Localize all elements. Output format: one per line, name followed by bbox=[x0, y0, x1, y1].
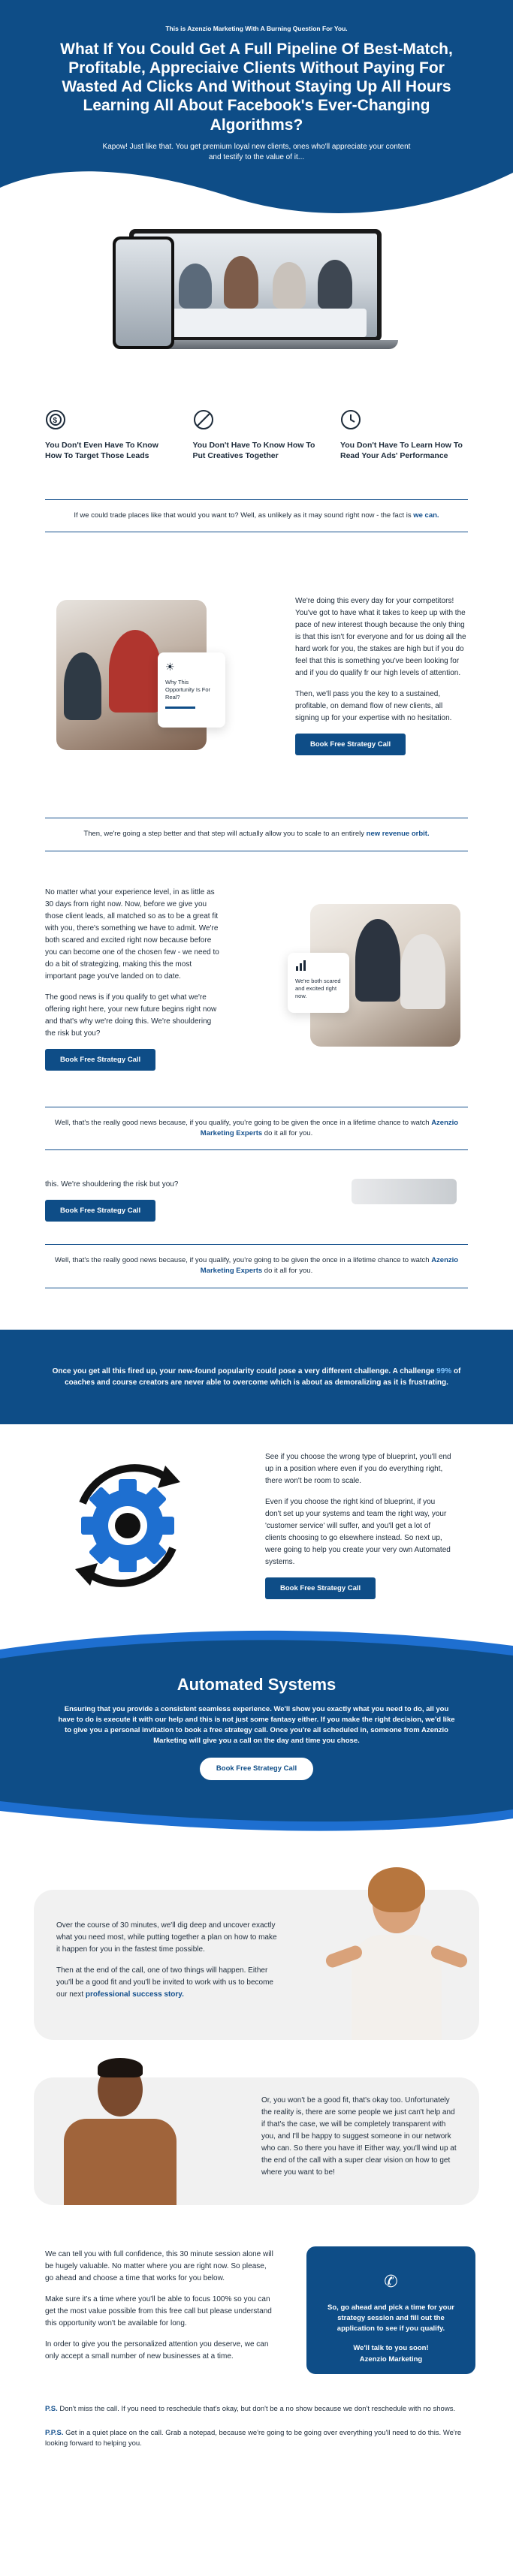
band-text: of coaches and course creators are never able to overcome which is about as demoralizing as it is frustrating. bbox=[65, 1366, 461, 1387]
section-title: Automated Systems bbox=[177, 1674, 336, 1694]
image-collage bbox=[288, 889, 468, 1069]
no-sign-icon bbox=[193, 409, 214, 430]
experience-text bbox=[45, 887, 222, 1071]
paragraph: We can tell you with full confidence, this 30 minute session alone will be hugely valuable. No matter where you are right now. So please, go ahead and choose a time that works for you below. bbox=[45, 2249, 273, 2282]
gear-cycle-icon bbox=[53, 1451, 203, 1601]
paragraph: Make sure it's a time where you'll be able to focus 100% so you can get the most value possible from this free call but please understand this opportunity won't be available for long. bbox=[45, 2294, 272, 2327]
band-text: do it all for you. bbox=[262, 1128, 313, 1137]
feature-item bbox=[45, 409, 177, 499]
paragraph: Over the course of 30 minutes, we'll dig deep and uncover exactly what you need most, while putting together a plan on how to make it happen for you in the fastest time possible. bbox=[56, 1921, 277, 1954]
hero-headline: What If You Could Get A Full Pipeline Of Best-Match, Profitable, Appreciaive Clients Without Paying For Wasted Ad Clicks And Without Staying Up All Hours Learning All About Facebook's Ever-Changing Algorithms? bbox=[60, 40, 453, 134]
statement-band bbox=[45, 499, 468, 532]
paragraph: The good news is if you qualify to get what we're offering right here, your new future begins right now and that's why we're doing this. We're shouldering the risk but you? bbox=[45, 993, 217, 1038]
feature-item bbox=[193, 409, 324, 499]
highlight-text: professional success story. bbox=[85, 1990, 184, 1999]
statement-band bbox=[45, 1107, 468, 1151]
repeat-text bbox=[45, 1179, 222, 1222]
info-card-text: Why This Opportunity Is For Real? bbox=[165, 679, 211, 701]
book-call-button[interactable]: Book Free Strategy Call bbox=[200, 1758, 313, 1780]
pps-line bbox=[45, 2428, 468, 2450]
woman-photo bbox=[336, 1867, 457, 2040]
paragraph: Then at the end of the call, one of two things will happen. Either you'll be a good fit and you'll be invited to work with us to become our next bbox=[56, 1966, 273, 1999]
cta-company: Azenzio Marketing bbox=[359, 2355, 423, 2364]
ps-text: Don't miss the call. If you need to reschedule that's okay, but don't be a no show because we don't reschedule with no shows. bbox=[57, 2404, 456, 2413]
features-row bbox=[0, 394, 513, 499]
blueprint-text bbox=[265, 1451, 453, 1599]
intro-section bbox=[0, 532, 513, 818]
call-alternative-card bbox=[34, 2077, 479, 2205]
band-highlight: 99% bbox=[436, 1366, 452, 1375]
hero-subheadline: Kapow! Just like that. You get premium loyal new clients, ones who'll appreciate your content and testify to the value of it... bbox=[102, 142, 411, 161]
band-text: Then, we're going a step better and that step will actually allow you to scale to an entirely bbox=[83, 830, 367, 839]
feature-item bbox=[340, 409, 472, 499]
intro-text bbox=[295, 595, 468, 755]
hero-section bbox=[0, 0, 513, 394]
hero-eyebrow: This is Azenzio Marketing With A Burning Question For You. bbox=[165, 25, 348, 32]
band-highlight: we can. bbox=[413, 511, 439, 520]
sun-icon: ☀ bbox=[165, 661, 175, 673]
automated-systems-section bbox=[0, 1627, 513, 1837]
band-text: do it all for you. bbox=[262, 1267, 313, 1276]
ps-line bbox=[45, 2404, 468, 2415]
paragraph: Or, you won't be a good fit, that's okay too. Unfortunately the reality is, there are some people we just can't help and if that's the case, we will be completely transparent with you, and I'll be happy to suggest someone in our network who can. So there you have it! Either way, you'll wind up at the end of the call with a super clear vision on how to get where you want to be! bbox=[261, 2095, 457, 2177]
info-card-text: We're both scared and excited right now. bbox=[295, 977, 341, 999]
postscript-section bbox=[0, 2404, 513, 2450]
challenge-band bbox=[0, 1330, 513, 1424]
band-highlight: Azenzio Marketing Experts bbox=[200, 1118, 459, 1137]
target-dollar-icon bbox=[45, 409, 66, 430]
phone-mockup bbox=[113, 237, 174, 349]
experience-section bbox=[0, 851, 513, 1107]
band-text: Well, that's the really good news because, if you qualify, you're going to be given the once in a lifetime chance to watch bbox=[54, 1118, 432, 1127]
paragraph: In order to give you the personalized attention you deserve, we can only accept a small number of new businesses at a time. bbox=[45, 2339, 269, 2361]
feature-label: You Don't Have To Know How To Put Creatives Together bbox=[192, 441, 315, 461]
bar-chart-icon bbox=[295, 960, 307, 971]
image-collage bbox=[45, 585, 233, 765]
band-text: Once you get all this fired up, your new-found popularity could pose a very different challenge. A challenge bbox=[52, 1366, 437, 1375]
book-call-button[interactable]: Book Free Strategy Call bbox=[45, 1200, 155, 1222]
paragraph: this. We're shouldering the risk but you? bbox=[45, 1180, 179, 1189]
section-body: Ensuring that you provide a consistent seamless experience. We'll show you exactly what you need to do, all you have to do is execute it with our help and this is not just some fantasy either. If you make the right decision, we'd like to give you a personal invitation to book a free strategy call. Once you're all scheduled in, someone from Azenzio Marketing will give you a call on the day and time you chose. bbox=[58, 1704, 455, 1746]
statement-band bbox=[45, 1244, 468, 1288]
paragraph: We're doing this every day for your competitors! You've got to have what it takes to keep up with the pace of new interest though because the only thing is that this isn't for everyone and for us doing all the hard work for you, the stakes are high but if you do feel that this is something you've been looking for and if you do qualify fr our high levels of attention. bbox=[295, 596, 466, 677]
cta-card bbox=[306, 2246, 475, 2374]
pps-text: Get in a quiet place on the call. Grab a notepad, because we're going to be going over everything you'll need to do this. We're looking forward to helping you. bbox=[45, 2428, 462, 2448]
paragraph: No matter what your experience level, in as little as 30 days from right now. Now, before we give you those client leads, all matched so as to be a great fit with you, there's something we have to admit. We're both scared and excited right now because before you can become one of the chosen few - we need to do a bit of strategizing, making this the most important page you've landed on to date. bbox=[45, 888, 219, 981]
band-text: If we could trade places like that would you want to? Well, as unlikely as it may sound right now - the fact is bbox=[74, 511, 414, 520]
paragraph: See if you choose the wrong type of blueprint, you'll end up in a position where even if you do everything right, there won't be room to scale. bbox=[265, 1453, 451, 1485]
final-text bbox=[45, 2249, 274, 2372]
book-call-button[interactable]: Book Free Strategy Call bbox=[45, 1049, 155, 1071]
repeat-section bbox=[0, 1150, 513, 1244]
phone-icon: ✆ bbox=[384, 2271, 398, 2291]
cta-signoff: We'll talk to you soon! bbox=[353, 2344, 429, 2353]
paragraph: Then, we'll pass you the key to a sustained, profitable, on demand flow of new clients, all signing up for your expertise with no hesitation. bbox=[295, 689, 452, 722]
book-call-button[interactable]: Book Free Strategy Call bbox=[295, 734, 406, 755]
call-alternative-text bbox=[261, 2095, 457, 2188]
cta-text: So, go ahead and pick a time for your strategy session and fill out the application to see if you qualify. bbox=[327, 2303, 454, 2333]
book-call-button[interactable]: Book Free Strategy Call bbox=[265, 1577, 376, 1599]
statement-band bbox=[45, 818, 468, 851]
photo-strip bbox=[352, 1179, 457, 1204]
ps-label: P.S. bbox=[45, 2404, 58, 2413]
info-card bbox=[158, 652, 225, 728]
call-outcome-text bbox=[56, 1920, 282, 2010]
feature-label: You Don't Have To Learn How To Read Your Ads' Performance bbox=[340, 441, 463, 461]
feature-label: You Don't Even Have To Know How To Target Those Leads bbox=[45, 441, 158, 461]
band-highlight: new revenue orbit. bbox=[366, 830, 430, 839]
svg-text:$: $ bbox=[53, 417, 58, 425]
clock-icon bbox=[340, 409, 361, 430]
band-highlight: Azenzio Marketing Experts bbox=[200, 1256, 459, 1276]
pps-label: P.P.S. bbox=[45, 2428, 64, 2437]
final-section bbox=[0, 2231, 513, 2389]
band-text: Well, that's the really good news because, if you qualify, you're going to be given the once in a lifetime chance to watch bbox=[54, 1256, 432, 1264]
paragraph: Even if you choose the right kind of blueprint, if you don't set up your systems and team the right way, your 'customer service' will suffer, and you'll get a lot of clients choosing to go elsewhere instead. So next up, were going to help you create your very own Automated systems. bbox=[265, 1498, 451, 1566]
blueprint-section bbox=[0, 1424, 513, 1627]
call-outcome-card bbox=[34, 1890, 479, 2040]
man-photo bbox=[56, 2055, 184, 2205]
info-card bbox=[288, 953, 349, 1013]
